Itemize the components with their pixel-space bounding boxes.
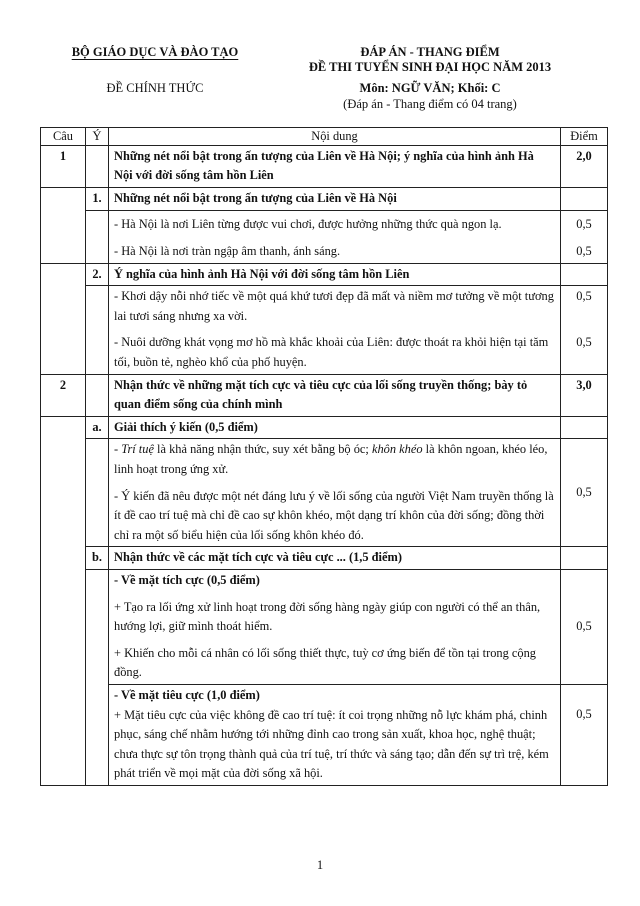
doc-title: ĐÁP ÁN - THANG ĐIỂM xyxy=(360,45,500,59)
q1-part1-line2: - Hà Nội là nơi tràn ngập âm thanh, ánh sáng. xyxy=(114,244,341,259)
q2-score: 3,0 xyxy=(561,374,608,416)
exam-title: ĐỀ THI TUYỂN SINH ĐẠI HỌC NĂM 2013 xyxy=(308,60,552,74)
q2b-positive-row xyxy=(41,570,608,685)
q2b-negative-row xyxy=(41,684,608,785)
q2b-positive-title: - Về mặt tích cực (0,5 điểm) xyxy=(114,573,260,588)
q1-part2-line1: - Khơi dậy nỗi nhớ tiếc về một quá khứ tươi đẹp đã mất và niềm mơ tưởng về một tương lai tươi sáng nhưng xa vời. xyxy=(114,289,554,323)
q1-part1-score2: 0,5 xyxy=(576,244,592,259)
q1-part1-score1: 0,5 xyxy=(576,216,592,231)
q1-part2-score2: 0,5 xyxy=(576,334,592,349)
official-label: ĐỀ CHÍNH THỨC xyxy=(106,81,204,95)
q1-title: Những nét nổi bật trong ấn tượng của Liên về Hà Nội; ý nghĩa của hình ảnh Hà Nội với đời sống tâm hồn Liên xyxy=(109,145,561,187)
q2b-title-row xyxy=(41,547,608,570)
col-header-cau: Câu xyxy=(41,128,86,146)
q2b-positive-score: 0,5 xyxy=(561,570,608,685)
q1-score: 2,0 xyxy=(561,145,608,187)
q2b-title: Nhận thức về các mặt tích cực và tiêu cực ... (1,5 điểm) xyxy=(109,547,561,570)
q2b-positive-line1: + Tạo ra lối ứng xử linh hoạt trong đời sống hàng ngày giúp con người có thể an thân, hướng lợi, giữ mình thoát hiểm. xyxy=(114,599,541,634)
col-header-score: Điểm xyxy=(561,128,608,146)
col-header-content: Nội dung xyxy=(109,128,561,146)
ministry-name: BỘ GIÁO DỤC VÀ ĐÀO TẠO xyxy=(71,45,239,59)
page-count-note: (Đáp án - Thang điểm có 04 trang) xyxy=(343,97,517,111)
q2b-negative-title: - Về mặt tiêu cực (1,0 điểm) xyxy=(114,687,260,702)
q1-row xyxy=(41,145,608,187)
q2a-line1: - Trí tuệ là khả năng nhận thức, suy xét bằng bộ óc; khôn khéo là khôn ngoan, khéo léo, linh hoạt trong ứng xử. xyxy=(114,442,548,477)
q2a-title: Giải thích ý kiến (0,5 điểm) xyxy=(109,416,561,439)
q2b-positive-line2: + Khiến cho mỗi cá nhân có lối sống thiết thực, tuỳ cơ ứng biến để tồn tại trong cộng đồng. xyxy=(114,645,537,680)
q2a-content-row xyxy=(41,439,608,547)
q1-part2-line2: - Nuôi dưỡng khát vọng mơ hồ mà khắc khoải của Liên: được thoát ra khỏi hiện tại tăm tối, buồn tẻ, nghèo khổ của phố huyện. xyxy=(114,335,549,370)
answer-table xyxy=(40,127,608,786)
q2a-score: 0,5 xyxy=(561,439,608,547)
q1-part2-number: 2. xyxy=(86,263,109,286)
subject-line: Môn: NGỮ VĂN; Khối: C xyxy=(359,81,501,95)
q1-part1-title: Những nét nổi bật trong ấn tượng của Liên về Hà Nội xyxy=(109,187,561,210)
q2-row xyxy=(41,374,608,416)
q1-number: 1 xyxy=(41,145,86,187)
term-khon-kheo: khôn khéo xyxy=(371,442,423,457)
term-tri-tue: Trí tuệ xyxy=(121,442,154,457)
q2b-number: b. xyxy=(86,547,109,570)
q1-part2-content-row xyxy=(41,286,608,374)
table-header-row xyxy=(41,128,608,146)
col-header-y: Ý xyxy=(86,128,109,146)
q2b-negative-line1: + Mặt tiêu cực của việc không đề cao trí tuệ: ít coi trọng những nỗ lực khám phá, chinh phục, sáng chế nhằm hướng tới những đỉnh cao trong sản xuất, khoa học, nghệ thuật; chưa thực sự tôn trọng thành quả của trí tuệ, trí thức và sáng tạo; dẫn đến sự trì trệ, kém phát triển về mọi mặt của đời sống xã hội. xyxy=(114,707,549,781)
q2b-negative-score: 0,5 xyxy=(561,684,608,785)
q1-part2-title: Ý nghĩa của hình ảnh Hà Nội với đời sống tâm hồn Liên xyxy=(109,263,561,286)
q1-part1-number: 1. xyxy=(86,187,109,210)
q2a-title-row xyxy=(41,416,608,439)
q2a-number: a. xyxy=(86,416,109,439)
q1-part2-title-row xyxy=(41,263,608,286)
q2-number: 2 xyxy=(41,374,86,416)
q1-part1-content-row xyxy=(41,210,608,263)
q1-part1-title-row xyxy=(41,187,608,210)
q2-title: Nhận thức về những mặt tích cực và tiêu cực của lối sống truyền thống; bày tỏ quan điểm sống của chính mình xyxy=(109,374,561,416)
document-header xyxy=(0,0,640,140)
q2a-line2: - Ý kiến đã nêu được một nét đáng lưu ý về lối sống của người Việt Nam truyền thống là ít đề cao trí tuệ mà chỉ đề cao sự khôn khéo, một dạng trí khôn của đời sống; đồng thời chỉ ra một số biểu hiện của lối sống khôn khéo đó. xyxy=(114,488,554,542)
q1-part2-score1: 0,5 xyxy=(576,289,592,304)
q1-part1-line1: - Hà Nội là nơi Liên từng được vui chơi, được hưởng những thức quà ngon lạ. xyxy=(114,216,502,231)
page-number: 1 xyxy=(316,858,324,872)
